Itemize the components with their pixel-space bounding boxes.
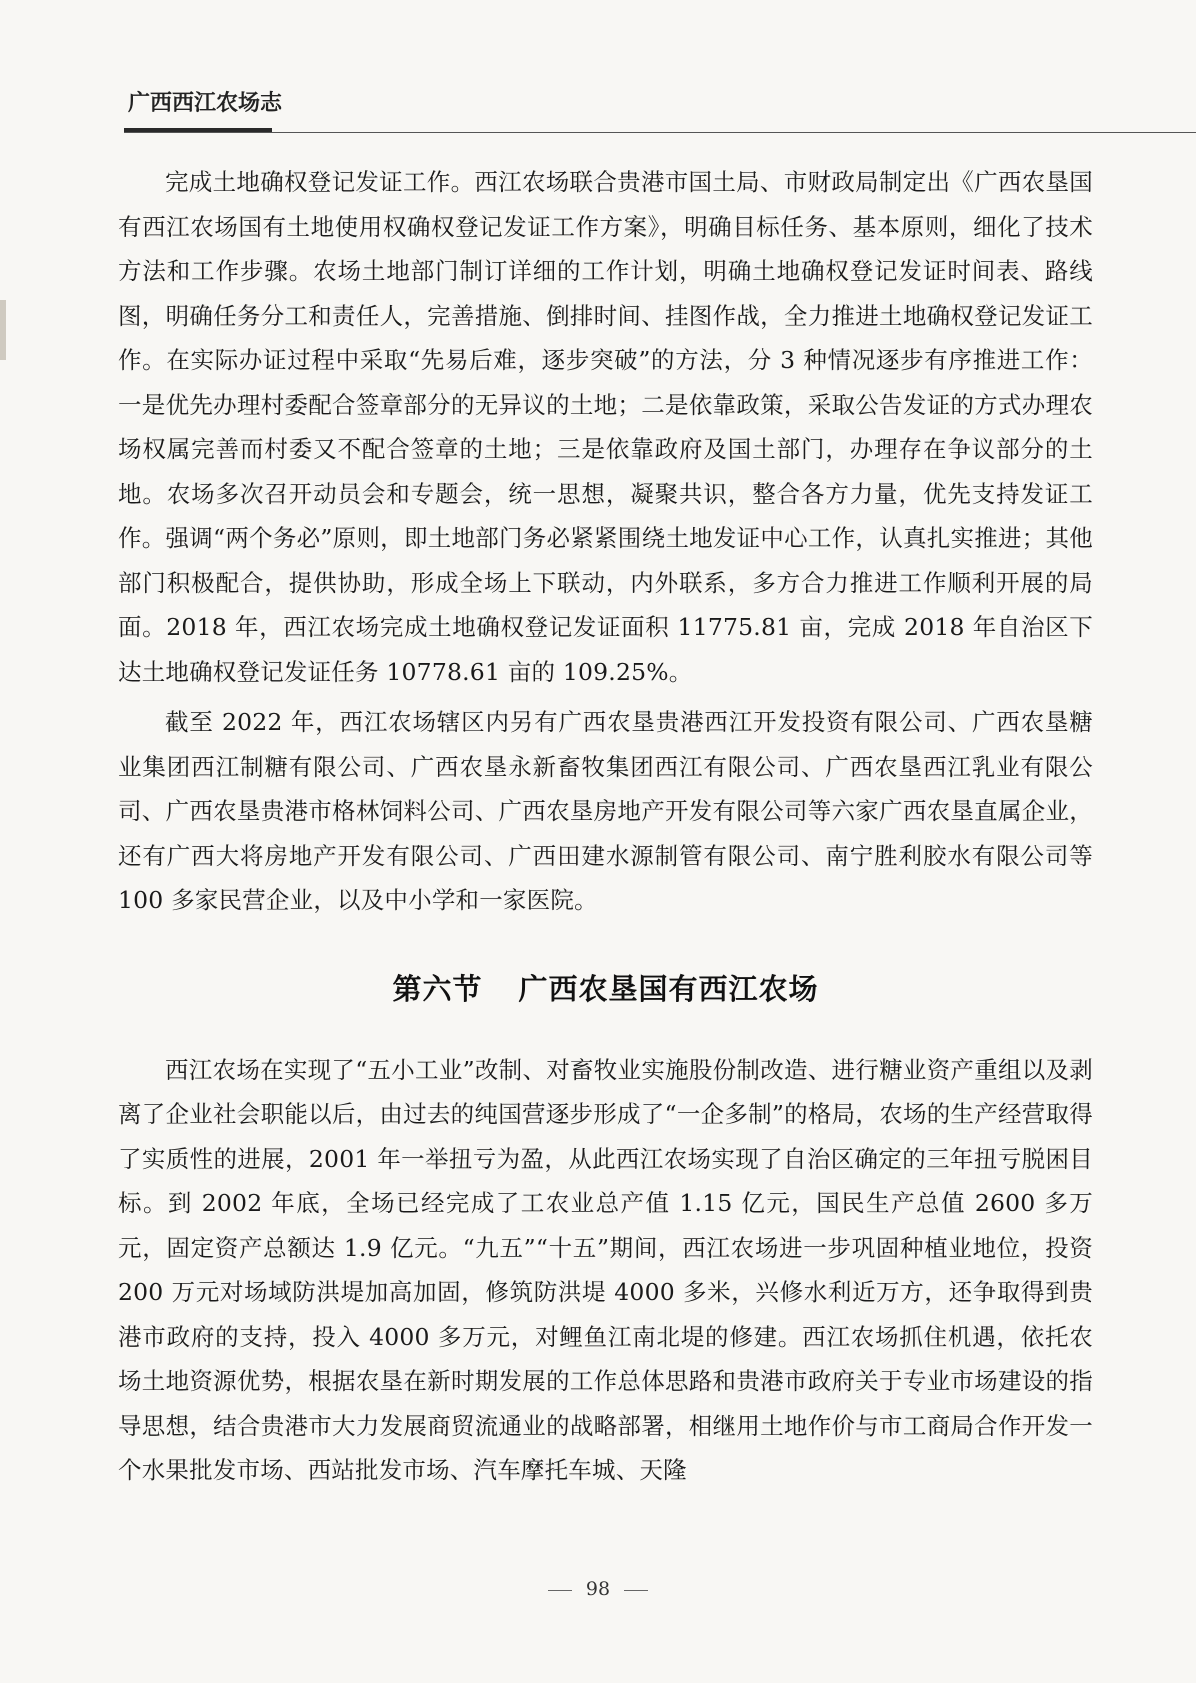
paragraph-land-registration: 完成土地确权登记发证工作。西江农场联合贵港市国土局、市财政局制定出《广西农垦国有西江农场国有土地使用权确权登记发证工作方案》，明确目标任务、基本原则，细化了技术方法和工作步骤。农场土地部门制订详细的工作计划，明确土地确权登记发证时间表、路线图，明确任务分工和责任人，完善措施、倒排时间、挂图作战，全力推进土地确权登记发证工作。在实际办证过程中采取“先易后难，逐步突破”的方法，分 3 种情况逐步有序推进工作：一是优先办理村委配合签章部分的无异议的土地；二是依靠政策，采取公告发证的方式办理农场权属完善而村委又不配合签章的土地；三是依靠政府及国土部门，办理存在争议部分的土地。农场多次召开动员会和专题会，统一思想，凝聚共识，整合各方力量，优先支持发证工作。强调“两个务必”原则，即土地部门务必紧紧围绕土地发证中心工作，认真扎实推进；其他部门积极配合，提供协助，形成全场上下联动，内外联系，多方合力推进工作顺利开展的局面。2018 年，西江农场完成土地确权登记发证面积 11775.81 亩，完成 2018 年自治区下达土地确权登记发证任务 10778.61 亩的 109.25%。	[118, 168, 1093, 686]
page-footer	[0, 1578, 1196, 1600]
section-number: 第六节	[392, 971, 483, 1006]
running-header-title: 广西西江农场志	[128, 91, 283, 116]
paragraph-enterprises: 截至 2022 年，西江农场辖区内另有广西农垦贵港西江开发投资有限公司、广西农垦糖业集团西江制糖有限公司、广西农垦永新畜牧集团西江有限公司、广西农垦西江乳业有限公司、广西农垦贵港市格林饲料公司、广西农垦房地产开发有限公司等六家广西农垦直属企业，还有广西大将房地产开发有限公司、广西田建水源制管有限公司、南宁胜利胶水有限公司等 100 多家民营企业，以及中小学和一家医院。	[118, 708, 1093, 914]
page-number: 98	[585, 1578, 611, 1600]
page-edge-mark	[0, 300, 6, 360]
footer-dash-left	[548, 1590, 572, 1591]
page-body	[118, 160, 1093, 1493]
section-title: 广西农垦国有西江农场	[518, 971, 819, 1006]
paragraph-farm-reform: 西江农场在实现了“五小工业”改制、对畜牧业实施股份制改造、进行糖业资产重组以及剥离了企业社会职能以后，由过去的纯国营逐步形成了“一企多制”的格局，农场的生产经营取得了实质性的进展，2001 年一举扭亏为盈，从此西江农场实现了自治区确定的三年扭亏脱困目标。到 2002 年底，全场已经完成了工农业总产值 1.15 亿元，国民生产总值 2600 多万元，固定资产总额达 1.9 亿元。“九五”“十五”期间，西江农场进一步巩固种植业地位，投资 200 万元对场域防洪堤加高加固，修筑防洪堤 4000 多米，兴修水利近万方，还争取得到贵港市政府的支持，投入 4000 多万元，对鲤鱼江南北堤的修建。西江农场抓住机遇，依托农场土地资源优势，根据农垦在新时期发展的工作总体思路和贵港市政府关于专业市场建设的指导思想，结合贵港市大力发展商贸流通业的战略部署，相继用土地作价与市工商局合作开发一个水果批发市场、西站批发市场、汽车摩托车城、天隆	[118, 1055, 1093, 1484]
footer-dash-right	[624, 1590, 648, 1591]
header-rule-thin	[124, 132, 1196, 133]
section-heading	[118, 967, 1093, 1008]
